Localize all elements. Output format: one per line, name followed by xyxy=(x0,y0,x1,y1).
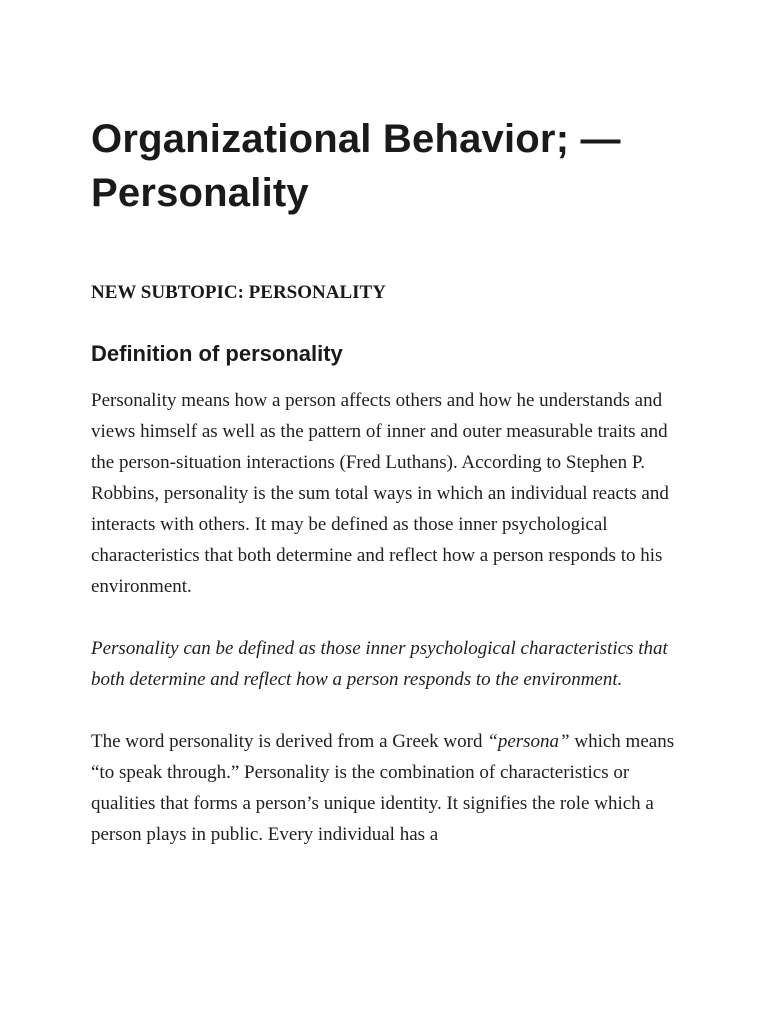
paragraph-italic-definition: Personality can be defined as those inner psychological characteristics that both determine and reflect how a person responds to the environment. xyxy=(91,638,668,690)
paragraph-etymology-end: which means “to speak through.” Personality is the combination of characteristics or qualities that forms a person’s unique identity. It signifies the role which a person plays in public. Every individual has a xyxy=(91,731,675,845)
section-heading: Definition of personality xyxy=(91,341,343,366)
subtopic-label: NEW SUBTOPIC: PERSONALITY xyxy=(91,282,386,303)
article-title-line-1: Organizational Behavior; — xyxy=(91,117,621,161)
persona-emphasis: “persona” xyxy=(487,731,570,752)
article xyxy=(91,112,691,850)
paragraph-etymology-start: The word personality is derived from a Greek word xyxy=(91,731,488,752)
article-title-line-2: Personality xyxy=(91,171,309,215)
paragraph-definition: Personality means how a person affects others and how he understands and views himself as well as the pattern of inner and outer measurable traits and the person-situation interactions (Fred Luthans). According to Stephen P. Robbins, personality is the sum total ways in which an individual reacts and interacts with others. It may be defined as those inner psychological characteristics that both determine and reflect how a person responds to his environment. xyxy=(91,390,669,597)
paragraph-etymology xyxy=(91,726,691,850)
article-title xyxy=(91,112,691,220)
